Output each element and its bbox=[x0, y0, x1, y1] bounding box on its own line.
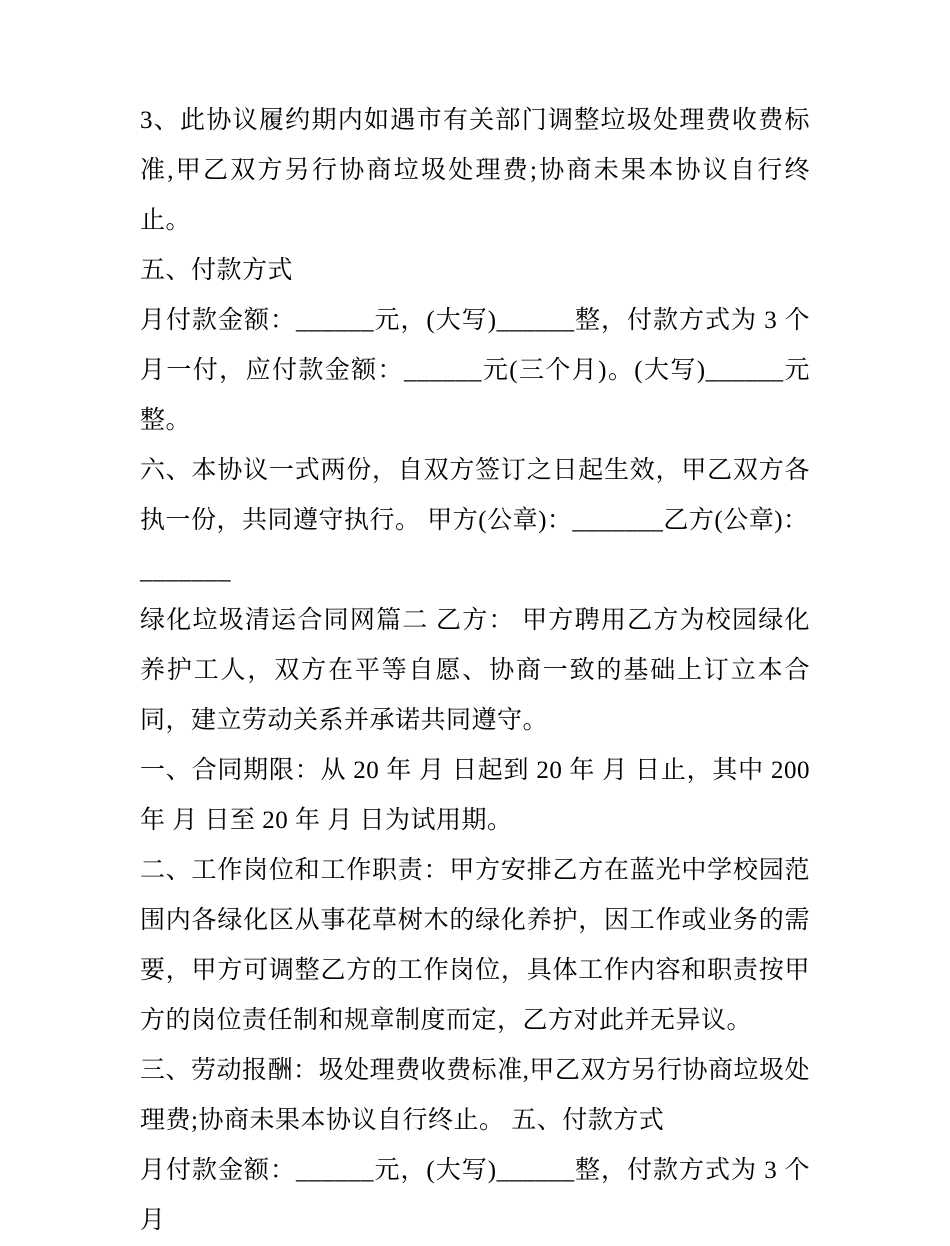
paragraph-clause-3: 3、此协议履约期内如遇市有关部门调整垃圾处理费收费标准,甲乙双方另行协商垃圾处理费;协商未果本协议自行终止。 bbox=[140, 107, 810, 234]
paragraph-clause-one-term: 一、合同期限：从 20 年 月 日起到 20 年 月 日止，其中 200 年 月 日至 20 年 月 日为试用期。 bbox=[140, 757, 817, 834]
paragraph-clause-two-duty: 二、工作岗位和工作职责：甲方安排乙方在蓝光中学校园范围内各绿化区从事花草树木的绿化养护，因工作或业务的需要，甲方可调整乙方的工作岗位，具体工作内容和职责按甲方的岗位责任制和规章制度而定，乙方对此并无异议。 bbox=[140, 857, 810, 1034]
paragraph-payment-amount: 月付款金额：______元，(大写)______整，付款方式为 3 个月一付，应付款金额：______元(三个月)。(大写)______元整。 bbox=[140, 307, 810, 434]
paragraph-part-two-intro: 绿化垃圾清运合同网篇二 乙方： 甲方聘用乙方为校园绿化养护工人，双方在平等自愿、协商一致的基础上订立本合同，建立劳动关系并承诺共同遵守。 bbox=[140, 607, 810, 734]
paragraph-section-six: 六、本协议一式两份，自双方签订之日起生效，甲乙双方各执一份，共同遵守执行。 甲方(公章)：_______乙方(公章)： bbox=[140, 457, 810, 534]
document-body bbox=[140, 96, 817, 1246]
paragraph-signature-blank: _______ bbox=[140, 557, 231, 584]
paragraph-section-five-heading: 五、付款方式 bbox=[140, 257, 294, 284]
paragraph-payment-amount-repeat: 月付款金额：______元，(大写)______整，付款方式为 3 个月 bbox=[140, 1157, 810, 1234]
paragraph-clause-three-pay: 三、劳动报酬：圾处理费收费标准,甲乙双方另行协商垃圾处理费;协商未果本协议自行终止。 五、付款方式 bbox=[140, 1057, 810, 1134]
